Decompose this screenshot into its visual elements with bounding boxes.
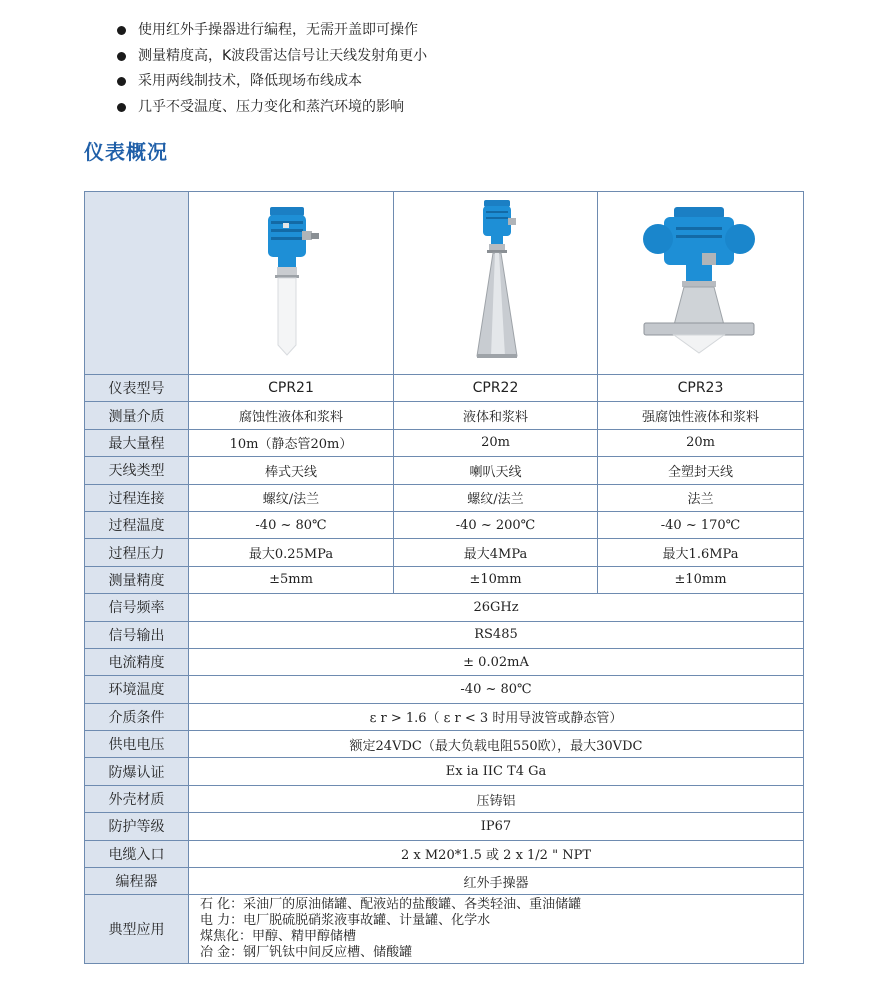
application-line: 电 力：电厂脱硫脱硝浆液事故罐、计量罐、化学水 xyxy=(200,913,491,929)
spec-cell: 20m xyxy=(598,429,804,456)
shared-spec-row xyxy=(85,731,804,758)
product-image-cpr23 xyxy=(598,192,804,375)
application-cell xyxy=(189,895,804,964)
shared-spec-row xyxy=(85,594,804,621)
bullet-icon xyxy=(117,52,126,61)
shared-spec-row xyxy=(85,840,804,867)
bullet-icon xyxy=(117,26,126,35)
spec-row xyxy=(85,539,804,566)
model-cell: CPR22 xyxy=(394,375,598,402)
row-label: 信号频率 xyxy=(85,594,189,621)
row-label: 编程器 xyxy=(85,868,189,895)
spec-row xyxy=(85,566,804,593)
shared-spec-cell: 2 x M20*1.5 或 2 x 1/2 " NPT xyxy=(189,840,804,867)
row-label: 电流精度 xyxy=(85,648,189,675)
product-image-row xyxy=(85,192,804,375)
shared-spec-cell: RS485 xyxy=(189,621,804,648)
shared-spec-row xyxy=(85,676,804,703)
row-label: 天线类型 xyxy=(85,457,189,484)
row-label: 环境温度 xyxy=(85,676,189,703)
bullet-icon xyxy=(117,103,126,112)
shared-spec-row xyxy=(85,868,804,895)
row-label: 供电电压 xyxy=(85,731,189,758)
feature-item: 使用红外手操器进行编程，无需开盖即可操作 xyxy=(117,18,427,44)
spec-row xyxy=(85,457,804,484)
spec-cell: ±5mm xyxy=(189,566,394,593)
spec-cell: 螺纹/法兰 xyxy=(189,484,394,511)
shared-spec-cell: Ex ia IIC T4 Ga xyxy=(189,758,804,785)
row-label: 过程压力 xyxy=(85,539,189,566)
model-cell: CPR21 xyxy=(189,375,394,402)
spec-table xyxy=(84,191,804,964)
feature-item: 采用两线制技术，降低现场布线成本 xyxy=(117,69,427,95)
feature-list xyxy=(117,18,427,120)
spec-row xyxy=(85,402,804,429)
shared-spec-cell: -40 ~ 80℃ xyxy=(189,676,804,703)
row-label: 防爆认证 xyxy=(85,758,189,785)
spec-cell: 液体和浆料 xyxy=(394,402,598,429)
bullet-icon xyxy=(117,77,126,86)
spec-cell: 强腐蚀性液体和浆料 xyxy=(598,402,804,429)
shared-spec-row xyxy=(85,785,804,812)
spec-row xyxy=(85,511,804,538)
spec-cell: 10m（静态管20m） xyxy=(189,429,394,456)
spec-cell: 20m xyxy=(394,429,598,456)
model-cell: CPR23 xyxy=(598,375,804,402)
shared-spec-cell: ε r > 1.6（ ε r < 3 时用导波管或静态管） xyxy=(189,703,804,730)
shared-spec-cell: 压铸铝 xyxy=(189,785,804,812)
spec-cell: 全塑封天线 xyxy=(598,457,804,484)
horn-antenna-radar-icon xyxy=(461,198,531,368)
spec-row xyxy=(85,429,804,456)
application-line: 冶 金：钢厂钒钛中间反应槽、储酸罐 xyxy=(200,945,413,961)
shared-spec-row xyxy=(85,758,804,785)
row-label: 最大量程 xyxy=(85,429,189,456)
image-header-cell xyxy=(85,192,189,375)
row-label: 防护等级 xyxy=(85,813,189,840)
shared-spec-cell: 额定24VDC（最大负载电阻550欧），最大30VDC xyxy=(189,731,804,758)
spec-cell: -40 ~ 200℃ xyxy=(394,511,598,538)
row-label: 测量精度 xyxy=(85,566,189,593)
spec-cell: 最大4MPa xyxy=(394,539,598,566)
spec-row xyxy=(85,484,804,511)
application-line: 煤焦化：甲醇、精甲醇储槽 xyxy=(200,929,357,945)
shared-spec-cell: 26GHz xyxy=(189,594,804,621)
row-label: 过程连接 xyxy=(85,484,189,511)
row-label: 仪表型号 xyxy=(85,375,189,402)
shared-spec-row xyxy=(85,813,804,840)
product-image-cpr21 xyxy=(189,192,394,375)
shared-spec-row xyxy=(85,703,804,730)
rod-antenna-radar-icon xyxy=(256,203,326,363)
shared-spec-cell: ± 0.02mA xyxy=(189,648,804,675)
row-label: 过程温度 xyxy=(85,511,189,538)
spec-cell: -40 ~ 80℃ xyxy=(189,511,394,538)
application-line: 石 化：采油厂的原油储罐、配液站的盐酸罐、各类轻油、重油储罐 xyxy=(200,897,582,913)
spec-cell: -40 ~ 170℃ xyxy=(598,511,804,538)
feature-item: 测量精度高，K波段雷达信号让天线发射角更小 xyxy=(117,44,427,70)
shared-spec-cell: IP67 xyxy=(189,813,804,840)
row-label: 电缆入口 xyxy=(85,840,189,867)
row-label: 典型应用 xyxy=(85,895,189,964)
spec-cell: 螺纹/法兰 xyxy=(394,484,598,511)
row-label: 测量介质 xyxy=(85,402,189,429)
feature-item: 几乎不受温度、压力变化和蒸汽环境的影响 xyxy=(117,95,427,121)
row-label: 信号输出 xyxy=(85,621,189,648)
spec-cell: 棒式天线 xyxy=(189,457,394,484)
model-row xyxy=(85,375,804,402)
flange-antenna-radar-icon xyxy=(636,203,766,363)
product-image-cpr22 xyxy=(394,192,598,375)
spec-cell: ±10mm xyxy=(394,566,598,593)
spec-cell: 最大0.25MPa xyxy=(189,539,394,566)
shared-spec-row xyxy=(85,621,804,648)
application-row xyxy=(85,895,804,964)
spec-cell: 法兰 xyxy=(598,484,804,511)
spec-cell: 腐蚀性液体和浆料 xyxy=(189,402,394,429)
section-title: 仪表概况 xyxy=(84,140,168,164)
row-label: 外壳材质 xyxy=(85,785,189,812)
spec-cell: ±10mm xyxy=(598,566,804,593)
shared-spec-row xyxy=(85,648,804,675)
row-label: 介质条件 xyxy=(85,703,189,730)
spec-cell: 喇叭天线 xyxy=(394,457,598,484)
spec-cell: 最大1.6MPa xyxy=(598,539,804,566)
shared-spec-cell: 红外手操器 xyxy=(189,868,804,895)
